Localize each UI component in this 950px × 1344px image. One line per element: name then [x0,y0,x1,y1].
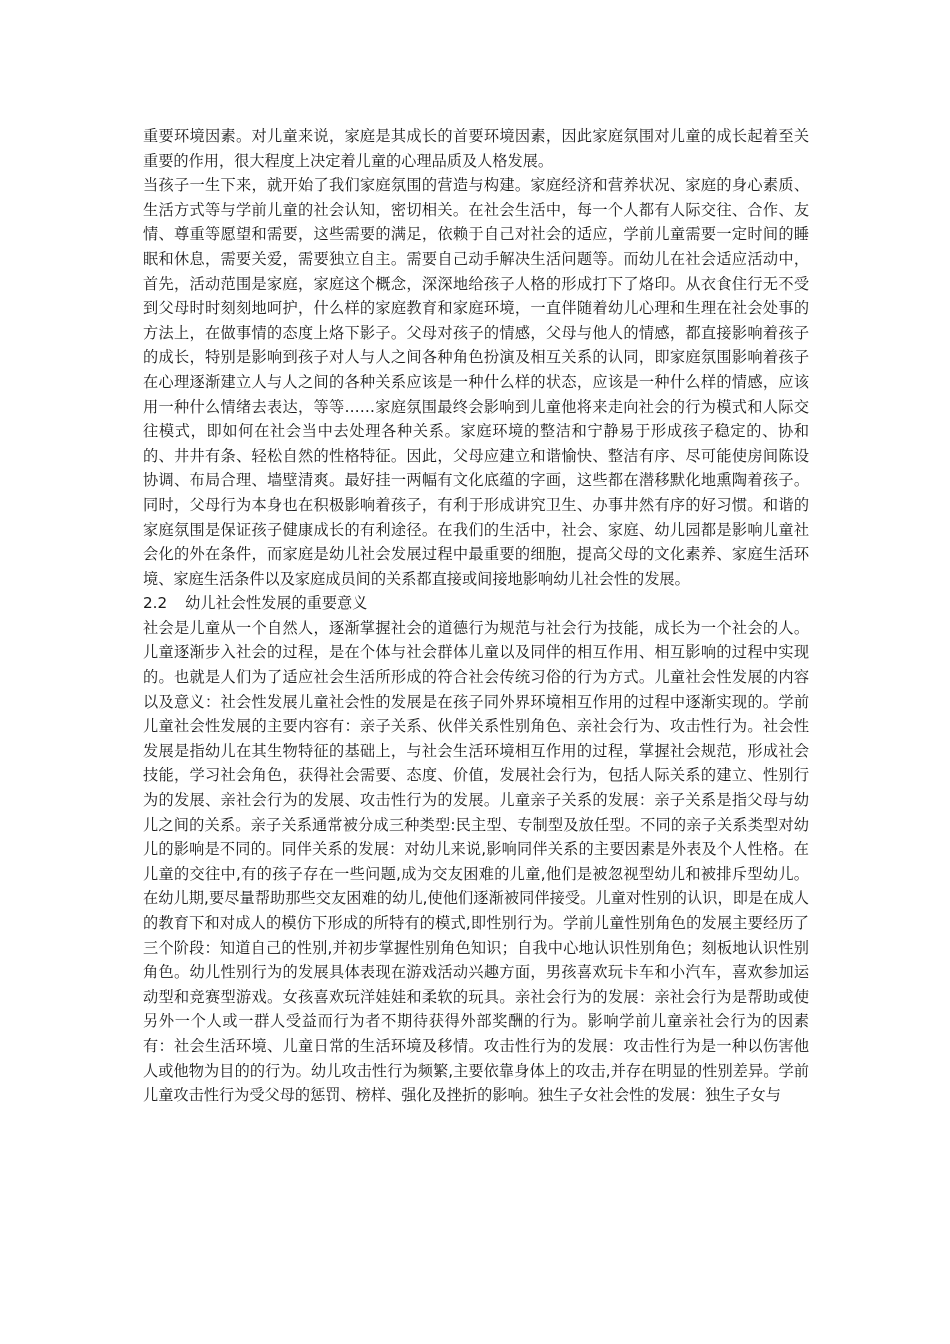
paragraph-1: 重要环境因素。对儿童来说，家庭是其成长的首要环境因素，因此家庭氛围对儿童的成长起着至关重要的作用，很大程度上决定着儿童的心理品质及人格发展。 [143,127,809,170]
section-number: 2.2 [143,594,168,613]
paragraph-2: 当孩子一生下来，就开始了我们家庭氛围的营造与构建。家庭经济和营养状况、家庭的身心素质、生活方式等与学前儿童的社会认知，密切相关。在社会生活中，每一个人都有人际交往、合作、友情、尊重等愿望和需要，这些需要的满足，依赖于自己对社会的适应，学前儿童需要一定时间的睡眠和休息，需要关爱，需要独立自主。需要自己动手解决生活问题等。而幼儿在社会适应活动中，首先，活动范围是家庭，家庭这个概念，深深地给孩子人格的形成打下了烙印。从衣食住行无不受到父母时时刻刻地呵护，什么样的家庭教育和家庭环境，一直伴随着幼儿心理和生理在社会处事的方法上，在做事情的态度上烙下影子。父母对孩子的情感，父母与他人的情感，都直接影响着孩子的成长，特别是影响到孩子对人与人之间各种角色扮演及相互关系的认同，即家庭氛围影响着孩子在心理逐渐建立人与人之间的各种关系应该是一种什么样的状态，应该是一种什么样的情感，应该用一种什么情绪去表达，等等……家庭氛围最终会影响到儿童他将来走向社会的行为模式和人际交往模式，即如何在社会当中去处理各种关系。家庭环境的整洁和宁静易于形成孩子稳定的、协和的、井井有条、轻松自然的性格特征。因此，父母应建立和谐愉快、整洁有序、尽可能使房间陈设协调、布局合理、墙壁清爽。最好挂一两幅有文化底蕴的字画，这些都在潜移默化地熏陶着孩子。同时，父母行为本身也在积极影响着孩子，有利于形成讲究卫生、办事井然有序的好习惯。和谐的家庭氛围是保证孩子健康成长的有利途径。在我们的生活中，社会、家庭、幼儿园都是影响儿童社会化的外在条件，而家庭是幼儿社会发展过程中最重要的细胞，提高父母的文化素养、家庭生活环境、家庭生活条件以及家庭成员间的关系都直接或间接地影响幼儿社会性的发展。 [143,176,809,588]
section-heading [143,591,809,616]
document-body [143,124,809,1108]
section-title: 幼儿社会性发展的重要意义 [185,594,368,613]
section-body-paragraph: 社会是儿童从一个自然人，逐渐掌握社会的道德行为规范与社会行为技能，成长为一个社会的人。儿童逐渐步入社会的过程，是在个体与社会群体儿童以及同伴的相互作用、相互影响的过程中实现的。也就是人们为了适应社会生活所形成的符合社会传统习俗的行为方式。儿童社会性发展的内容以及意义：社会性发展儿童社会性的发展是在孩子同外界环境相互作用的过程中逐渐实现的。学前儿童社会性发展的主要内容有：亲子关系、伙伴关系性别角色、亲社会行为、攻击性行为。社会性发展是指幼儿在其生物特征的基础上，与社会生活环境相互作用的过程，掌握社会规范，形成社会技能，学习社会角色，获得社会需要、态度、价值，发展社会行为，包括人际关系的建立、性别行为的发展、亲社会行为的发展、攻击性行为的发展。儿童亲子关系的发展：亲子关系是指父母与幼儿之间的关系。亲子关系通常被分成三种类型:民主型、专制型及放任型。不同的亲子关系类型对幼儿的影响是不同的。同伴关系的发展：对幼儿来说,影响同伴关系的主要因素是外表及个人性格。在儿童的交往中,有的孩子存在一些问题,成为交友困难的儿童,他们是被忽视型幼儿和被排斥型幼儿。在幼儿期,要尽量帮助那些交友困难的幼儿,使他们逐渐被同伴接受。儿童对性别的认识，即是在成人的教育下和对成人的模仿下形成的所特有的模式,即性别行为。学前儿童性别角色的发展主要经历了三个阶段：知道自己的性别,并初步掌握性别角色知识；自我中心地认识性别角色；刻板地认识性别角色。幼儿性别行为的发展具体表现在游戏活动兴趣方面，男孩喜欢玩卡车和小汽车，喜欢参加运动型和竞赛型游戏。女孩喜欢玩洋娃娃和柔软的玩具。亲社会行为的发展：亲社会行为是帮助或使另外一个人或一群人受益而行为者不期待获得外部奖酬的行为。影响学前儿童亲社会行为的因素有：社会生活环境、儿童日常的生活环境及移情。攻击性行为的发展：攻击性行为是一种以伤害他人或他物为目的的行为。幼儿攻击性行为频繁,主要依靠身体上的攻击,并存在明显的性别差异。学前儿童攻击性行为受父母的惩罚、榜样、强化及挫折的影响。独生子女社会性的发展：独生子女与 [143,618,809,1105]
